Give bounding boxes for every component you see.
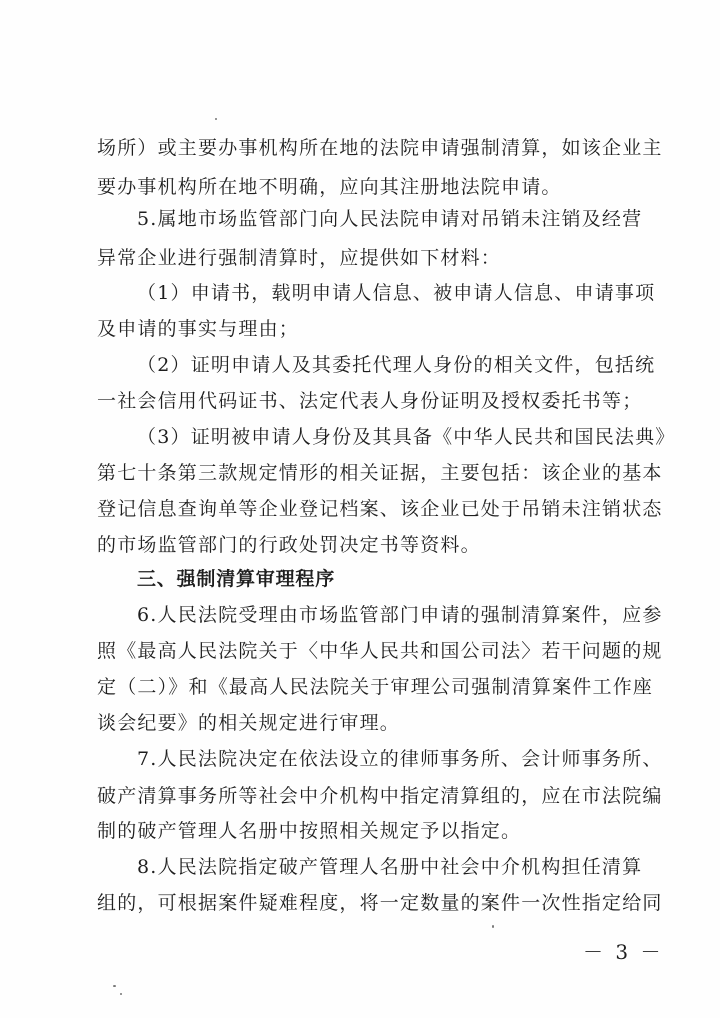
paragraph-line: 登记信息查询单等企业登记档案、该企业已处于吊销未注销状态 bbox=[97, 498, 663, 520]
paragraph-line: 第七十条第三款规定情形的相关证据，主要包括：该企业的基本 bbox=[97, 462, 663, 484]
paragraph-line: 一社会信用代码证书、法定代表人身份证明及授权委托书等； bbox=[97, 390, 643, 412]
paragraph-line: （2）证明申请人及其委托代理人身份的相关文件，包括统 bbox=[137, 354, 656, 376]
paragraph-line: 制的破产管理人名册中按照相关规定予以指定。 bbox=[97, 820, 522, 842]
paragraph-line: 要办事机构所在地不明确，应向其注册地法院申请。 bbox=[97, 176, 562, 198]
paragraph-line: 5.属地市场监管部门向人民法院申请对吊销未注销及经营 bbox=[137, 208, 643, 230]
paragraph-line: 及申请的事实与理由； bbox=[97, 318, 300, 340]
paragraph-line: 7.人民法院决定在依法设立的律师事务所、会计师事务所、 bbox=[137, 748, 663, 770]
paragraph-line: 破产清算事务所等社会中介机构中指定清算组的，应在市法院编 bbox=[97, 785, 663, 807]
scan-speck bbox=[492, 925, 494, 928]
paragraph-line: 组的，可根据案件疑难程度，将一定数量的案件一次性指定给同 bbox=[97, 892, 663, 914]
paragraph-line: 的市场监管部门的行政处罚决定书等资料。 bbox=[97, 534, 481, 556]
paragraph-line: 异常企业进行强制清算时，应提供如下材料： bbox=[97, 247, 502, 269]
paragraph-line: （1）申请书，载明申请人信息、被申请人信息、申请事项 bbox=[137, 282, 656, 304]
paragraph-line: 定（二）》和《最高人民法院关于审理公司强制清算案件工作座 bbox=[97, 676, 654, 698]
paragraph-line: 6.人民法院受理由市场监管部门申请的强制清算案件，应参 bbox=[137, 604, 663, 626]
paragraph-line: 8.人民法院指定破产管理人名册中社会中介机构担任清算 bbox=[137, 856, 643, 878]
scan-speck bbox=[120, 993, 122, 995]
paragraph-line: 谈会纪要》的相关规定进行审理。 bbox=[97, 712, 401, 734]
section-heading: 三、强制清算审理程序 bbox=[137, 568, 336, 590]
paragraph-line: 场所）或主要办事机构所在地的法院申请强制清算，如该企业主 bbox=[97, 137, 663, 159]
scan-speck bbox=[113, 985, 116, 987]
scan-speck bbox=[215, 118, 217, 120]
paragraph-line: （3）证明被申请人身份及其具备《中华人民共和国民法典》 bbox=[137, 426, 676, 448]
paragraph-line: 照《最高人民法院关于〈中华人民共和国公司法〉若干问题的规 bbox=[97, 640, 663, 662]
page-number: － 3 － bbox=[583, 940, 664, 964]
